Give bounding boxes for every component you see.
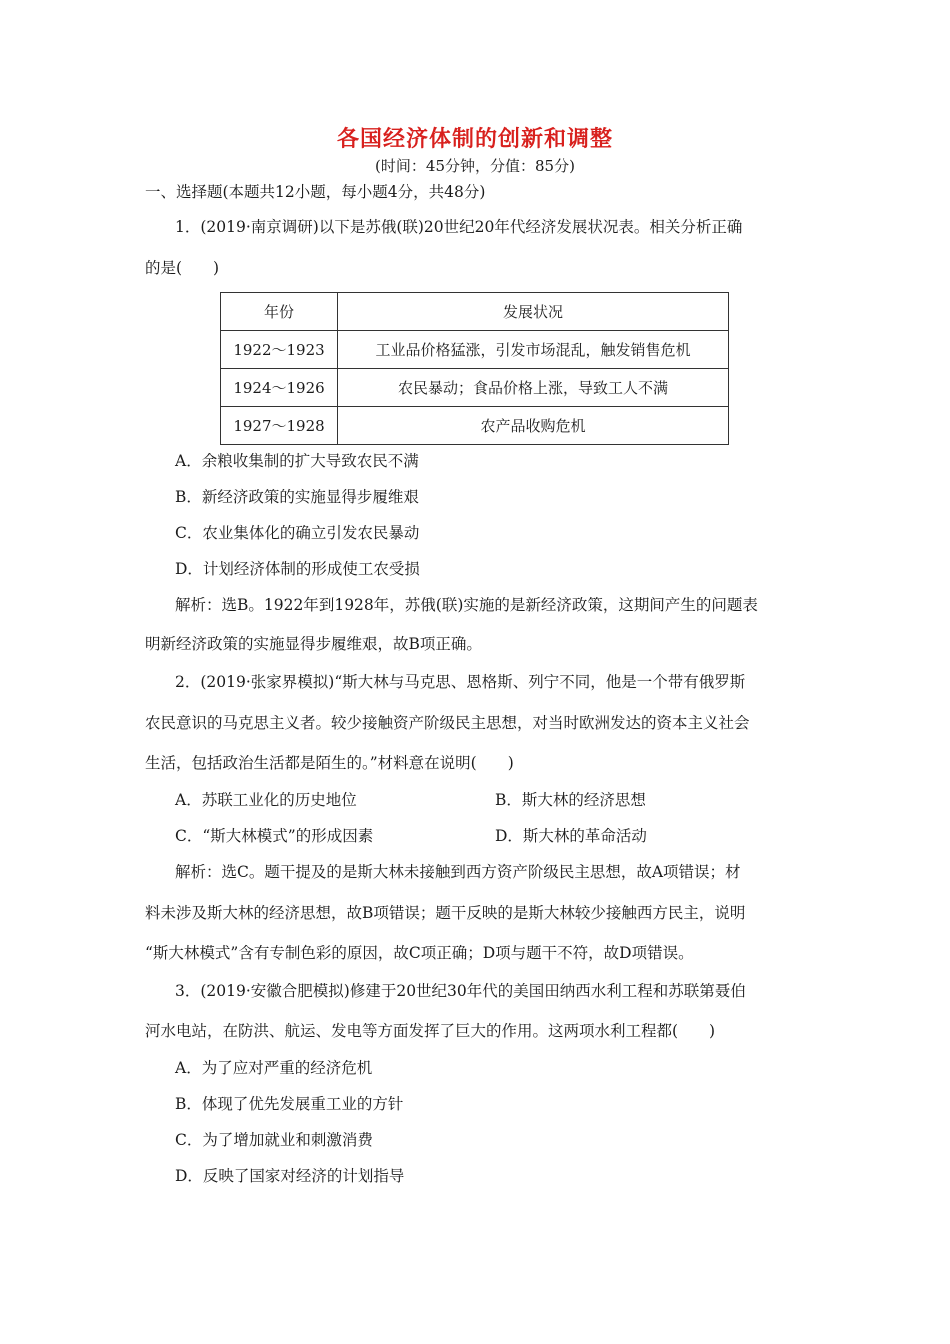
table-cell-status: 农民暴动；食品价格上涨，导致工人不满 bbox=[338, 369, 729, 407]
q1-analysis-line-1: 解析：选B。1922年到1928年，苏俄(联)实施的是新经济政策，这期间产生的问题表 bbox=[175, 596, 758, 614]
q3-stem-line-1: 3．(2019·安徽合肥模拟)修建于20世纪30年代的美国田纳西水利工程和苏联第聂伯 bbox=[175, 982, 746, 1000]
page-subtitle: (时间：45分钟，分值：85分) bbox=[375, 157, 575, 175]
q2-stem-line-1: 2．(2019·张家界模拟)“斯大林与马克思、恩格斯、列宁不同，他是一个带有俄罗斯 bbox=[175, 673, 746, 691]
table-row bbox=[221, 331, 729, 369]
table-header-year: 年份 bbox=[221, 293, 338, 331]
table-cell-year: 1922～1923 bbox=[221, 331, 338, 369]
q3-option-c: C．为了增加就业和刺激消费 bbox=[175, 1131, 373, 1149]
q2-stem-line-3: 生活，包括政治生活都是陌生的。”材料意在说明( ) bbox=[145, 754, 514, 772]
q3-option-d: D．反映了国家对经济的计划指导 bbox=[175, 1167, 405, 1185]
table-row bbox=[221, 407, 729, 445]
table-cell-status: 工业品价格猛涨，引发市场混乱，触发销售危机 bbox=[338, 331, 729, 369]
q1-data-table bbox=[220, 292, 729, 445]
q3-option-a: A．为了应对严重的经济危机 bbox=[175, 1059, 373, 1077]
q2-option-a: A．苏联工业化的历史地位 bbox=[175, 791, 357, 809]
q2-option-b: B．斯大林的经济思想 bbox=[495, 791, 646, 809]
page-title: 各国经济体制的创新和调整 bbox=[336, 127, 613, 152]
q1-option-c: C．农业集体化的确立引发农民暴动 bbox=[175, 524, 420, 542]
q2-analysis-line-2: 料未涉及斯大林的经济思想，故B项错误；题干反映的是斯大林较少接触西方民主，说明 bbox=[145, 904, 746, 922]
q1-analysis-line-2: 明新经济政策的实施显得步履维艰，故B项正确。 bbox=[145, 635, 482, 653]
q1-option-a: A．余粮收集制的扩大导致农民不满 bbox=[175, 452, 419, 470]
section-heading: 一、选择题(本题共12小题，每小题4分，共48分) bbox=[145, 183, 486, 201]
q2-option-d: D．斯大林的革命活动 bbox=[495, 827, 647, 845]
table-cell-year: 1924～1926 bbox=[221, 369, 338, 407]
q1-option-b: B．新经济政策的实施显得步履维艰 bbox=[175, 488, 419, 506]
table-header-status: 发展状况 bbox=[338, 293, 729, 331]
q2-analysis-line-3: “斯大林模式”含有专制色彩的原因，故C项正确；D项与题干不符，故D项错误。 bbox=[145, 944, 694, 962]
q3-option-b: B．体现了优先发展重工业的方针 bbox=[175, 1095, 404, 1113]
table-cell-year: 1927～1928 bbox=[221, 407, 338, 445]
q2-analysis-line-1: 解析：选C。题干提及的是斯大林未接触到西方资产阶级民主思想，故A项错误；材 bbox=[175, 863, 741, 881]
q1-stem-line-1: 1．(2019·南京调研)以下是苏俄(联)20世纪20年代经济发展状况表。相关分析正确 bbox=[175, 218, 743, 236]
q2-stem-line-2: 农民意识的马克思主义者。较少接触资产阶级民主思想，对当时欧洲发达的资本主义社会 bbox=[145, 714, 750, 732]
table-row bbox=[221, 369, 729, 407]
q1-option-d: D．计划经济体制的形成使工农受损 bbox=[175, 560, 420, 578]
table-header-row bbox=[221, 293, 729, 331]
table-cell-status: 农产品收购危机 bbox=[338, 407, 729, 445]
q2-option-c: C．“斯大林模式”的形成因素 bbox=[175, 827, 374, 845]
q1-stem-line-2: 的是( ) bbox=[145, 259, 220, 277]
q3-stem-line-2: 河水电站，在防洪、航运、发电等方面发挥了巨大的作用。这两项水利工程都( ) bbox=[145, 1022, 716, 1040]
